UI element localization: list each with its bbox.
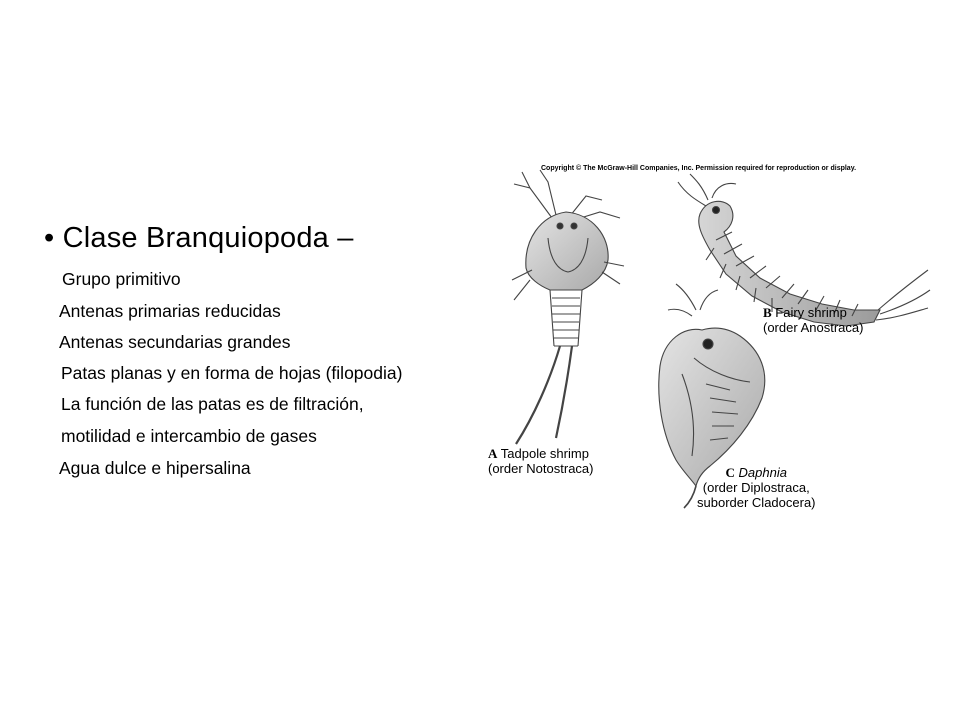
caption-c (697, 465, 816, 510)
caption-a-order: (order Notostraca) (488, 461, 594, 476)
caption-a-letter: A (488, 446, 498, 461)
figure-copyright: Copyright © The McGraw-Hill Companies, Inc. Permission required for reproduction or display. (541, 165, 857, 172)
caption-b-order: (order Anostraca) (763, 320, 864, 335)
bullet-point: Antenas secundarias grandes (59, 332, 291, 352)
caption-a-name: Tadpole shrimp (500, 446, 589, 461)
caption-a (488, 446, 593, 476)
bullet-point: Patas planas y en forma de hojas (filopodia) (61, 363, 403, 383)
caption-c-letter: C (725, 465, 735, 480)
fairy-shrimp-drawing (678, 174, 930, 326)
caption-b (763, 305, 863, 335)
bullet-point: motilidad e intercambio de gases (61, 426, 317, 446)
bullet-point: La función de las patas es de filtración, (61, 394, 364, 414)
caption-c-order: (order Diplostraca, (702, 480, 810, 495)
bullet-point: Antenas primarias reducidas (59, 301, 281, 321)
caption-b-name: Fairy shrimp (775, 305, 847, 320)
slide-heading: • Clase Branquiopoda – (44, 222, 354, 254)
caption-c-name: Daphnia (738, 465, 787, 480)
caption-c-suborder: suborder Cladocera) (697, 495, 816, 510)
bullet-point: Agua dulce e hipersalina (59, 458, 251, 478)
tadpole-shrimp-drawing (512, 170, 624, 444)
bullet-point: Grupo primitivo (62, 269, 181, 289)
caption-b-letter: B (763, 305, 772, 320)
